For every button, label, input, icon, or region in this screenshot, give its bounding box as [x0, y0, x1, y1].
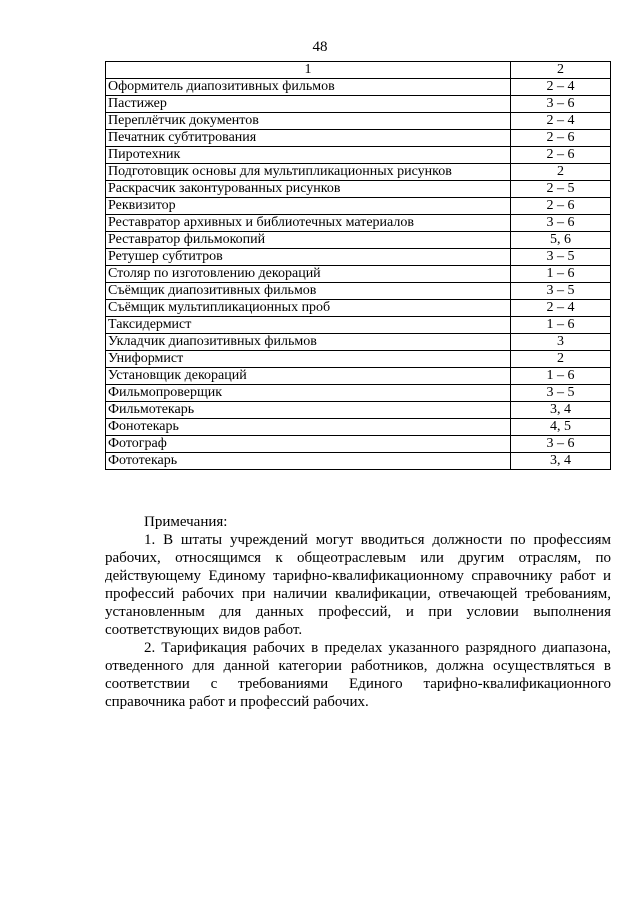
grade-range-cell: 1 – 6 — [511, 317, 611, 334]
grade-range-cell: 3 – 6 — [511, 215, 611, 232]
grade-range-cell: 2 – 6 — [511, 198, 611, 215]
table-row — [106, 181, 611, 198]
table-row — [106, 79, 611, 96]
table-row — [106, 164, 611, 181]
notes-heading: Примечания: — [144, 514, 228, 530]
table-header-row — [106, 62, 611, 79]
profession-name-cell: Установщик декораций — [106, 368, 511, 385]
table-row — [106, 266, 611, 283]
grade-range-cell: 3 – 5 — [511, 283, 611, 300]
table-row — [106, 232, 611, 249]
profession-name-cell: Ретушер субтитров — [106, 249, 511, 266]
grade-range-cell: 2 – 6 — [511, 147, 611, 164]
table-row — [106, 351, 611, 368]
grade-range-cell: 3 – 6 — [511, 96, 611, 113]
table-row — [106, 113, 611, 130]
profession-name-cell: Раскрасчик законтурованных рисунков — [106, 181, 511, 198]
table-row — [106, 317, 611, 334]
grade-range-cell: 3 – 5 — [511, 249, 611, 266]
table-row — [106, 249, 611, 266]
profession-name-cell: Подготовщик основы для мультипликационных рисунков — [106, 164, 511, 181]
table-row — [106, 334, 611, 351]
grade-range-cell: 2 – 4 — [511, 300, 611, 317]
profession-name-cell: Реставратор архивных и библиотечных материалов — [106, 215, 511, 232]
profession-name-cell: Переплётчик документов — [106, 113, 511, 130]
profession-name-cell: Пиротехник — [106, 147, 511, 164]
table-row — [106, 453, 611, 470]
page-number: 48 — [312, 39, 328, 55]
table-row — [106, 96, 611, 113]
profession-name-cell: Печатник субтитрования — [106, 130, 511, 147]
profession-name-cell: Пастижер — [106, 96, 511, 113]
table-row — [106, 198, 611, 215]
profession-name-cell: Съёмщик диапозитивных фильмов — [106, 283, 511, 300]
grade-range-cell: 3, 4 — [511, 402, 611, 419]
profession-name-cell: Фототекарь — [106, 453, 511, 470]
grade-range-cell: 3, 4 — [511, 453, 611, 470]
grade-range-cell: 2 – 6 — [511, 130, 611, 147]
table-header-cell: 2 — [511, 62, 611, 79]
table-row — [106, 436, 611, 453]
profession-name-cell: Фильмотекарь — [106, 402, 511, 419]
table-row — [106, 283, 611, 300]
grade-range-cell: 1 – 6 — [511, 368, 611, 385]
profession-name-cell: Фильмопроверщик — [106, 385, 511, 402]
note-item: 2. Тарификация рабочих в пределах указанного разрядного диапазона, отведенного для данной категории работников, должна осуществляться в соответствии с требованиями Единого тарифно-квалификационного справочника работ и профессий рабочих. — [105, 640, 611, 710]
grade-range-cell: 1 – 6 — [511, 266, 611, 283]
grade-range-cell: 2 – 5 — [511, 181, 611, 198]
profession-name-cell: Фонотекарь — [106, 419, 511, 436]
profession-name-cell: Униформист — [106, 351, 511, 368]
grade-range-cell: 2 — [511, 351, 611, 368]
profession-name-cell: Таксидермист — [106, 317, 511, 334]
table-row — [106, 300, 611, 317]
note-item: 1. В штаты учреждений могут вводиться должности по профессиям рабочих, относящимся к общеотраслевым или другим отраслям, по действующему Единому тарифно-квалификационному справочнику работ и профессий рабочих при наличии квалификации, отвечающей требованиям, установленным для данных профессий, и при условии выполнения соответствующих видов работ. — [105, 532, 611, 638]
profession-name-cell: Укладчик диапозитивных фильмов — [106, 334, 511, 351]
table-row — [106, 147, 611, 164]
profession-name-cell: Столяр по изготовлению декораций — [106, 266, 511, 283]
professions-table-body — [106, 62, 611, 470]
grade-range-cell: 4, 5 — [511, 419, 611, 436]
profession-name-cell: Реставратор фильмокопий — [106, 232, 511, 249]
table-row — [106, 385, 611, 402]
grade-range-cell: 2 — [511, 164, 611, 181]
grade-range-cell: 3 — [511, 334, 611, 351]
grade-range-cell: 3 – 5 — [511, 385, 611, 402]
profession-name-cell: Фотограф — [106, 436, 511, 453]
grade-range-cell: 2 – 4 — [511, 113, 611, 130]
grade-range-cell: 3 – 6 — [511, 436, 611, 453]
table-row — [106, 419, 611, 436]
table-row — [106, 130, 611, 147]
grade-range-cell: 2 – 4 — [511, 79, 611, 96]
notes-section — [105, 513, 611, 711]
table-row — [106, 215, 611, 232]
table-row — [106, 368, 611, 385]
table-row — [106, 402, 611, 419]
table-header-cell: 1 — [106, 62, 511, 79]
grade-range-cell: 5, 6 — [511, 232, 611, 249]
professions-table — [105, 61, 611, 470]
profession-name-cell: Съёмщик мультипликационных проб — [106, 300, 511, 317]
profession-name-cell: Реквизитор — [106, 198, 511, 215]
profession-name-cell: Оформитель диапозитивных фильмов — [106, 79, 511, 96]
